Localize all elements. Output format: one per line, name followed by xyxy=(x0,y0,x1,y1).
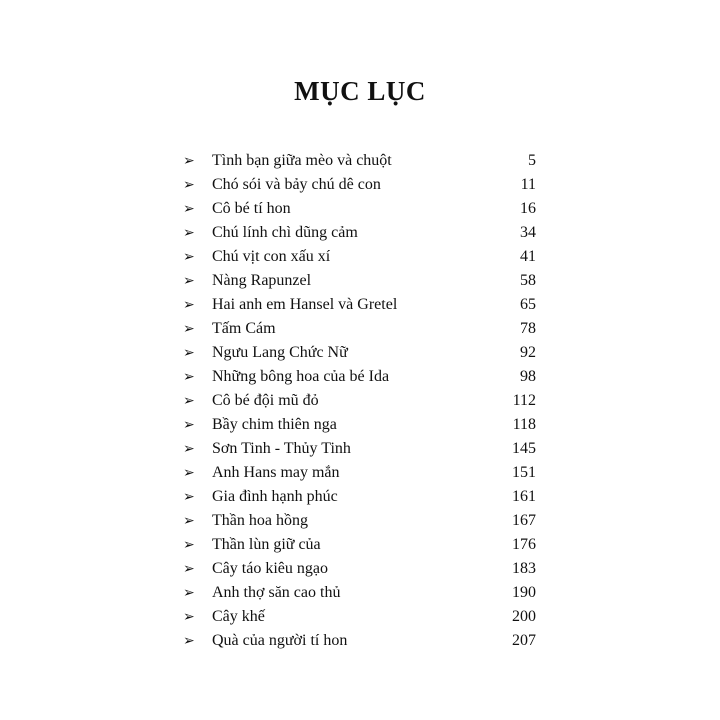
toc-entry-title: Nàng Rapunzel xyxy=(212,272,312,289)
toc-entry-page: 58 xyxy=(520,272,536,289)
arrowhead-bullet-icon: ➢ xyxy=(183,153,195,169)
toc-entry[interactable] xyxy=(0,509,720,533)
toc-entry-page: 118 xyxy=(512,416,536,433)
toc-entry-title: Thần hoa hồng xyxy=(212,512,308,529)
arrowhead-bullet-icon: ➢ xyxy=(183,489,195,505)
toc-entry[interactable] xyxy=(0,413,720,437)
arrowhead-bullet-icon: ➢ xyxy=(183,177,195,193)
arrowhead-bullet-icon: ➢ xyxy=(183,321,195,337)
arrowhead-bullet-icon: ➢ xyxy=(183,609,195,625)
toc-entry-title: Chú vịt con xấu xí xyxy=(212,248,331,265)
toc-entry-page: 200 xyxy=(512,608,536,625)
arrowhead-bullet-icon: ➢ xyxy=(183,369,195,385)
toc-entry[interactable] xyxy=(0,437,720,461)
toc-entry-title: Cô bé đội mũ đỏ xyxy=(212,392,319,409)
toc-entry-title: Sơn Tinh - Thủy Tinh xyxy=(212,440,351,457)
toc-entry-page: 112 xyxy=(512,392,536,409)
toc-entry[interactable] xyxy=(0,389,720,413)
toc-entry-page: 11 xyxy=(520,176,536,193)
toc-entry[interactable] xyxy=(0,221,720,245)
arrowhead-bullet-icon: ➢ xyxy=(183,441,195,457)
arrowhead-bullet-icon: ➢ xyxy=(183,345,195,361)
arrowhead-bullet-icon: ➢ xyxy=(183,537,195,553)
toc-entry[interactable] xyxy=(0,149,720,173)
toc-entry[interactable] xyxy=(0,245,720,269)
toc-entry-title: Anh thợ săn cao thủ xyxy=(212,584,341,601)
toc-entry-title: Cây khế xyxy=(212,608,265,625)
toc-entry[interactable] xyxy=(0,173,720,197)
toc-entry-title: Gia đình hạnh phúc xyxy=(212,488,338,505)
toc-entry[interactable] xyxy=(0,581,720,605)
arrowhead-bullet-icon: ➢ xyxy=(183,513,195,529)
toc-entry[interactable] xyxy=(0,605,720,629)
arrowhead-bullet-icon: ➢ xyxy=(183,561,195,577)
arrowhead-bullet-icon: ➢ xyxy=(183,585,195,601)
page-title: MỤC LỤC xyxy=(294,76,426,106)
toc-entry[interactable] xyxy=(0,341,720,365)
arrowhead-bullet-icon: ➢ xyxy=(183,393,195,409)
toc-entry-page: 145 xyxy=(512,440,536,457)
toc-entry-page: 16 xyxy=(520,200,536,217)
toc-entry-page: 92 xyxy=(520,344,536,361)
arrowhead-bullet-icon: ➢ xyxy=(183,201,195,217)
arrowhead-bullet-icon: ➢ xyxy=(183,249,195,265)
arrowhead-bullet-icon: ➢ xyxy=(183,273,195,289)
toc-entry[interactable] xyxy=(0,461,720,485)
toc-entry[interactable] xyxy=(0,629,720,653)
toc-entry-title: Bầy chim thiên nga xyxy=(212,416,337,433)
toc-entry-title: Tấm Cám xyxy=(212,320,276,337)
toc-entry-page: 98 xyxy=(520,368,536,385)
toc-entry-page: 167 xyxy=(512,512,536,529)
toc-entry-title: Ngưu Lang Chức Nữ xyxy=(212,344,348,361)
toc-entry-title: Cô bé tí hon xyxy=(212,200,291,217)
toc-entry-title: Những bông hoa của bé Ida xyxy=(212,368,390,385)
toc-entry[interactable] xyxy=(0,317,720,341)
toc-entry-page: 161 xyxy=(512,488,536,505)
arrowhead-bullet-icon: ➢ xyxy=(183,465,195,481)
toc-entry[interactable] xyxy=(0,269,720,293)
toc-entry-page: 5 xyxy=(528,152,536,169)
toc-entry-page: 151 xyxy=(512,464,536,481)
arrowhead-bullet-icon: ➢ xyxy=(183,633,195,649)
arrowhead-bullet-icon: ➢ xyxy=(183,225,195,241)
toc-entry[interactable] xyxy=(0,533,720,557)
toc-entry[interactable] xyxy=(0,485,720,509)
toc-entry-title: Chú lính chì dũng cảm xyxy=(212,224,358,241)
toc-entry-title: Chó sói và bảy chú dê con xyxy=(212,176,381,193)
toc-entry-title: Quà của người tí hon xyxy=(212,632,348,649)
arrowhead-bullet-icon: ➢ xyxy=(183,297,195,313)
toc-entry-page: 34 xyxy=(520,224,536,241)
arrowhead-bullet-icon: ➢ xyxy=(183,417,195,433)
toc-entry-page: 183 xyxy=(512,560,536,577)
toc-list xyxy=(0,149,720,653)
toc-entry-page: 176 xyxy=(512,536,536,553)
toc-entry-title: Thần lùn giữ của xyxy=(212,536,321,553)
toc-entry-page: 190 xyxy=(512,584,536,601)
toc-entry[interactable] xyxy=(0,557,720,581)
toc-entry[interactable] xyxy=(0,293,720,317)
toc-entry[interactable] xyxy=(0,197,720,221)
toc-entry-page: 65 xyxy=(520,296,536,313)
toc-entry-title: Hai anh em Hansel và Gretel xyxy=(212,296,398,313)
toc-entry-title: Cây táo kiêu ngạo xyxy=(212,560,328,577)
toc-entry-title: Tình bạn giữa mèo và chuột xyxy=(212,152,392,169)
toc-entry-page: 78 xyxy=(520,320,536,337)
toc-entry-title: Anh Hans may mắn xyxy=(212,464,340,481)
toc-entry-page: 41 xyxy=(520,248,536,265)
toc-entry[interactable] xyxy=(0,365,720,389)
toc-entry-page: 207 xyxy=(512,632,536,649)
